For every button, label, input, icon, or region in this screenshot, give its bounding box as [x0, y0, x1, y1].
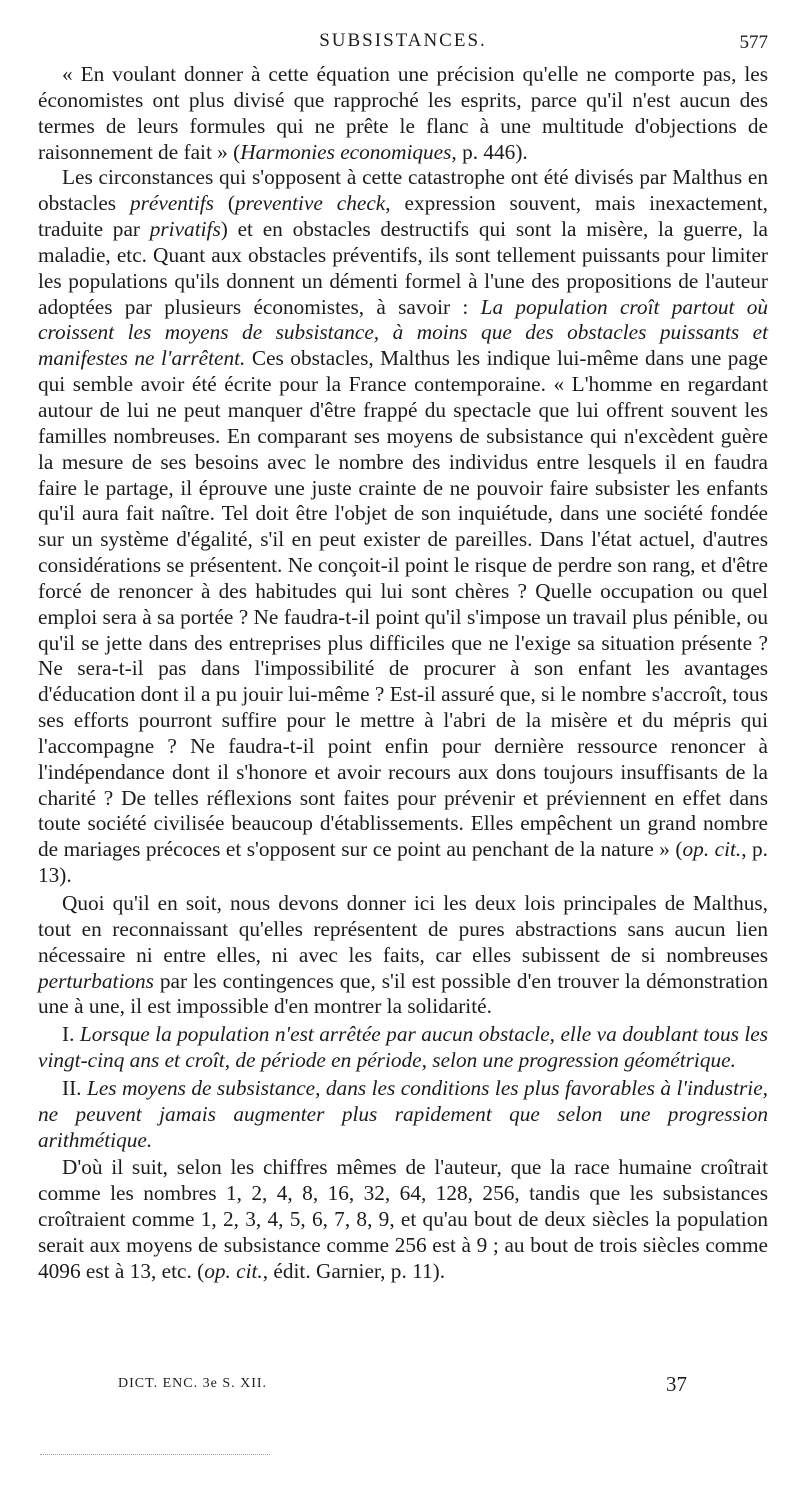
paragraph [38, 165, 768, 889]
italic-run: perturbations [38, 968, 154, 993]
paragraph [38, 1155, 768, 1284]
italic-run: La population croît partout où croissent les moyens de subsistance, à moins que des obstacles puissants et manifestes ne l'arrêtent. [38, 294, 768, 371]
italic-run: Harmonies economiques [240, 139, 452, 164]
text-run: Quoi qu'il en soit, nous devons donner ici les deux lois principales de Malthus, tout en reconnaissant qu'elles représentent de pures abstractions sans aucun lien nécessaire ni entre elles, ni avec les faits, car elles subissent de si nombreuses [38, 891, 768, 967]
text-run: ) et en obstacles destructifs qui sont la misère, la guerre, la maladie, etc. Quant aux obstacles préventifs, ils sont tellement puissants pour limiter les populations qu'ils donnent un démenti formel à l'une des propositions de l'auteur adoptées par plusieurs économistes, à savoir : [38, 217, 768, 319]
italic-run: preventive check [234, 191, 386, 216]
text-run: Ces obstacles, Malthus les indique lui-même dans une page qui semble avoir été écrite pour la France contemporaine. « L'homme en regardant autour de lui ne peut manquer d'être frappé du spectacle que lui offrent souvent les familles nombreuses. En comparant ses moyens de subsistance qui n'excèdent guère la mesure de ses besoins avec le nombre des individus entre lesquels il en faudra faire le partage, il éprouve une juste crainte de ne pouvoir faire subsister les enfants qu'il aura fait naître. Tel doit être l'objet de son inquiétude, dans une société fondée sur un système d'égalité, s'il en peut exister de pareilles. Dans l'état actuel, d'autres considérations se présentent. Ne conçoit-il point le risque de perdre son rang, et d'être forcé de renoncer à des habitudes qui lui sont chères ? Quelle occupation ou quel emploi sera à sa portée ? Ne faudra-t-il point qu'il s'impose un travail plus pénible, ou qu'il se jette dans des entreprises plus difficiles que ne l'exige sa situation présente ? Ne sera-t-il pas dans l'impossibilité de procurer à son enfant les avantages d'éducation dont il a pu jouir lui-même ? Est-il assuré que, si le nombre s'accroît, tous ses efforts pourront suffire pour le mettre à l'abri de la misère et du mépris qui l'accompagne ? Ne faudra-t-il point enfin pour dernière ressource renoncer à l'indépendance dont il s'honore et avoir recours aux dons toujours insuffisants de la charité ? De telles réflexions sont faites pour prévenir et préviennent en effet dans toute société civilisée beaucoup d'établissements. Elles empêchent un grand nombre de mariages précoces et s'opposent sur ce point au penchant de la nature » ( [38, 346, 768, 862]
law-two [38, 1076, 768, 1154]
scan-noise [40, 1454, 270, 1459]
page-number: 577 [739, 32, 768, 53]
law-number: I. [62, 1022, 80, 1047]
footer [38, 1372, 768, 1400]
italic-run: op. cit. [204, 1258, 263, 1283]
text-run: « En voulant donner à cette équation une précision qu'elle ne comporte pas, les économistes ont plus divisé que rapproché les esprits, parce qu'il n'est aucun des termes de leurs formules qui ne prête le flanc à une multitude d'objections de raisonnement de fait » ( [38, 62, 768, 164]
italic-run: préventifs [129, 191, 214, 216]
law-number: II. [62, 1075, 87, 1100]
italic-run: op. cit. [682, 837, 742, 862]
italic-run: Les moyens de subsistance, dans les conditions les plus favorables à l'industrie, ne peuvent jamais augmenter plus rapidement que selon une progression arithmétique. [38, 1075, 768, 1152]
text-run: ( [213, 191, 235, 216]
paragraph [38, 891, 768, 1020]
body-text [38, 62, 768, 1285]
text-run: , expression souvent, mais inexactement, traduite par [38, 191, 768, 242]
printer-signature: DICT. ENC. 3e S. XII. [118, 1376, 268, 1391]
text-run: par les contingences que, s'il est possible d'en trouver la démonstration une à une, il est impossible d'en montrer la solidarité. [38, 968, 768, 1019]
text-run: , p. 446). [451, 139, 528, 164]
law-one [38, 1022, 768, 1074]
italic-run: Lorsque la population n'est arrêtée par aucun obstacle, elle va doublant tous les vingt-cinq ans et croît, de période en période, selon une progression géométrique. [38, 1022, 768, 1073]
paragraph [38, 62, 768, 165]
text-run: D'où il suit, selon les chiffres mêmes de l'auteur, que la race humaine croîtrait comme les nombres 1, 2, 4, 8, 16, 32, 64, 128, 256, tandis que les subsistances croîtraient comme 1, 2, 3, 4, 5, 6, 7, 8, 9, et qu'au bout de deux siècles la population serait aux moyens de subsistance comme 256 est à 9 ; au bout de trois siècles comme 4096 est à 13, etc. ( [38, 1155, 768, 1283]
text-run: Les circonstances qui s'opposent à cette catastrophe ont été divisés par Malthus en obstacles [38, 165, 768, 216]
running-head [38, 30, 768, 58]
signature-number: 37 [666, 1372, 687, 1396]
text-run: , édit. Garnier, p. 11). [262, 1258, 446, 1283]
running-title: SUBSISTANCES. [319, 30, 487, 51]
text-run: , p. 13). [38, 837, 768, 888]
italic-run: privatifs [149, 217, 221, 242]
